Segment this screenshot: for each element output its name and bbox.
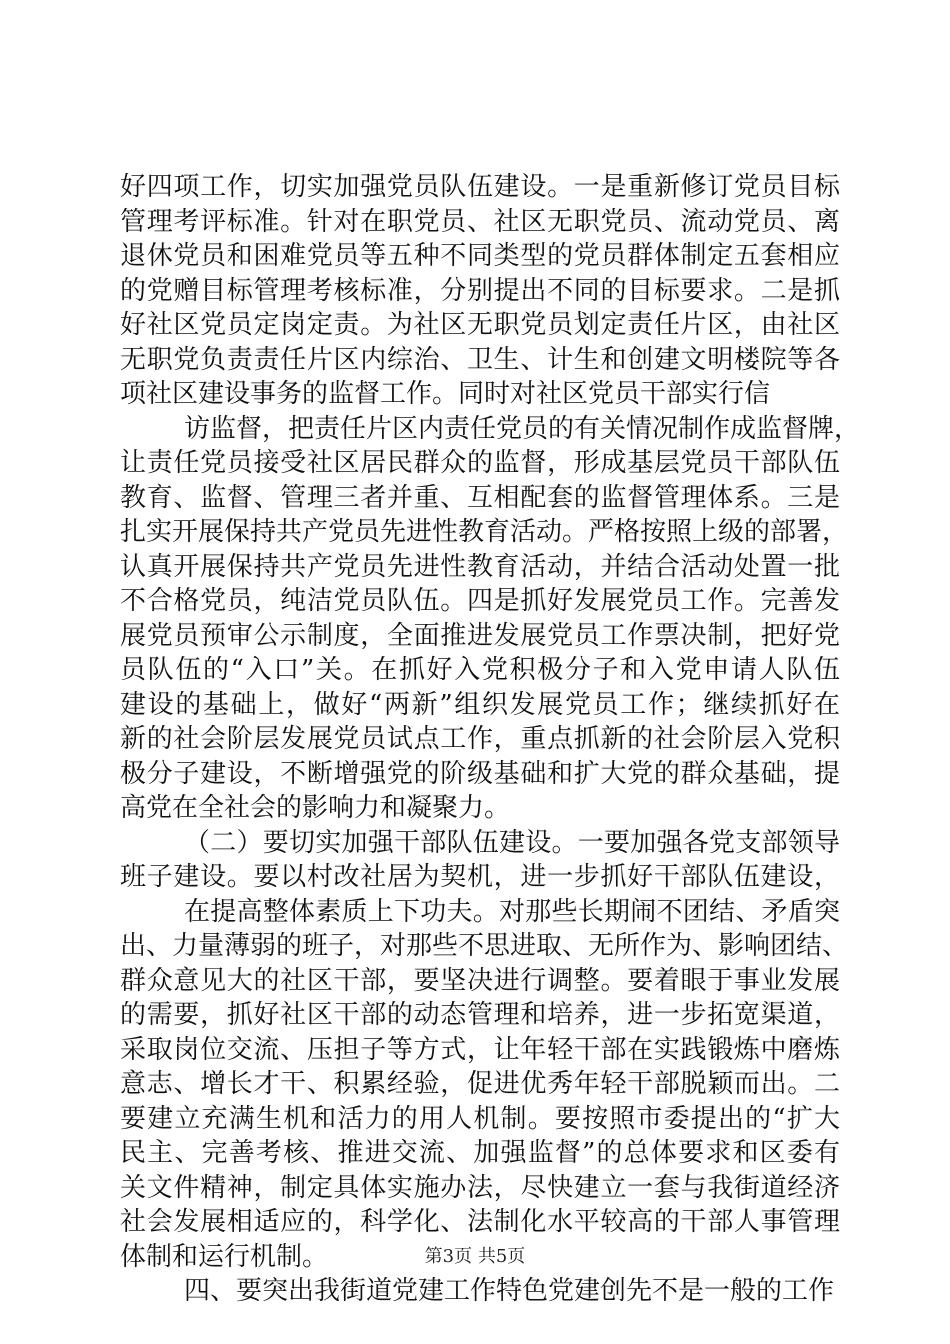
text-line: 出、力量薄弱的班子，对那些不思进取、无所作为、影响团结、 [120, 931, 849, 961]
text-line: 班子建设。要以村改社居为契机，进一步抓好干部队伍建设， [120, 862, 840, 892]
text-line: 无职党负责责任片区内综治、卫生、计生和创建文明楼院等各 [120, 344, 840, 375]
text-line: 社会发展相适应的，科学化、法制化水平较高的干部人事管理 [120, 1207, 840, 1237]
text-line: 的党赠目标管理考核标准，分别提出不同的目标要求。二是抓 [120, 275, 840, 306]
page-number-footer: 第3页 共5页 [424, 1246, 526, 1267]
text-line: 极分子建设，不断增强党的阶级基础和扩大党的群众基础，提 [120, 758, 840, 789]
text-line: 关文件精神，制定具体实施办法，尽快建立一套与我街道经济 [120, 1172, 840, 1203]
text-line: 的需要，抓好社区干部的动态管理和培养，进一步拓宽渠道， [120, 1000, 840, 1030]
text-line: 意志、增长才干、积累经验，促进优秀年轻干部脱颖而出。二 [120, 1069, 840, 1099]
text-line: （二）要切实加强干部队伍建设。一要加强各党支部领导 [184, 827, 840, 858]
text-line: 展党员预审公示制度，全面推进发展党员工作票决制，把好党 [120, 620, 840, 651]
text-line: 认真开展保持共产党员先进性教育活动，并结合活动处置一批 [120, 551, 840, 582]
text-line: 不合格党员，纯洁党员队伍。四是抓好发展党员工作。完善发 [120, 586, 840, 616]
text-line: 民主、完善考核、推进交流、加强监督”的总体要求和区委有 [120, 1138, 840, 1168]
text-line: 在提高整体素质上下功夫。对那些长期闹不团结、矛盾突 [184, 896, 840, 927]
text-line: 扎实开展保持共产党员先进性教育活动。严格按照上级的部署， [120, 517, 849, 547]
text-line: 退休党员和困难党员等五种不同类型的党员群体制定五套相应 [120, 241, 840, 271]
text-line: 建设的基础上，做好“两新”组织发展党员工作；继续抓好在 [120, 689, 840, 720]
text-line: 好四项工作，切实加强党员队伍建设。一是重新修订党员目标 [120, 172, 840, 202]
text-line: 采取岗位交流、压担子等方式，让年轻干部在实践锻炼中磨炼 [120, 1034, 840, 1065]
text-line: 四、要突出我街道党建工作特色党建创先不是一般的工作 [184, 1276, 835, 1306]
text-line: 群众意见大的社区干部，要坚决进行调整。要着眼于事业发展 [120, 965, 840, 996]
text-line: 教育、监督、管理三者并重、互相配套的监督管理体系。三是 [120, 482, 840, 513]
text-line: 高党在全社会的影响力和凝聚力。 [120, 793, 511, 823]
text-line: 体制和运行机制。 [120, 1241, 329, 1272]
text-line: 好社区党员定岗定责。为社区无职党员划定责任片区，由社区 [120, 310, 840, 340]
text-line: 员队伍的“入口”关。在抓好入党积极分子和入党申请人队伍 [120, 655, 840, 685]
text-line: 管理考评标准。针对在职党员、社区无职党员、流动党员、离 [120, 206, 840, 237]
text-line: 要建立充满生机和活力的用人机制。要按照市委提出的“扩大 [120, 1103, 840, 1134]
text-line: 新的社会阶层发展党员试点工作，重点抓新的社会阶层入党积 [120, 724, 840, 754]
text-line: 项社区建设事务的监督工作。同时对社区党员干部实行信 [120, 379, 771, 409]
text-line: 让责任党员接受社区居民群众的监督，形成基层党员干部队伍 [120, 448, 840, 478]
text-line: 访监督，把责任片区内责任党员的有关情况制作成监督牌， [184, 413, 861, 444]
body-text [120, 170, 861, 1309]
